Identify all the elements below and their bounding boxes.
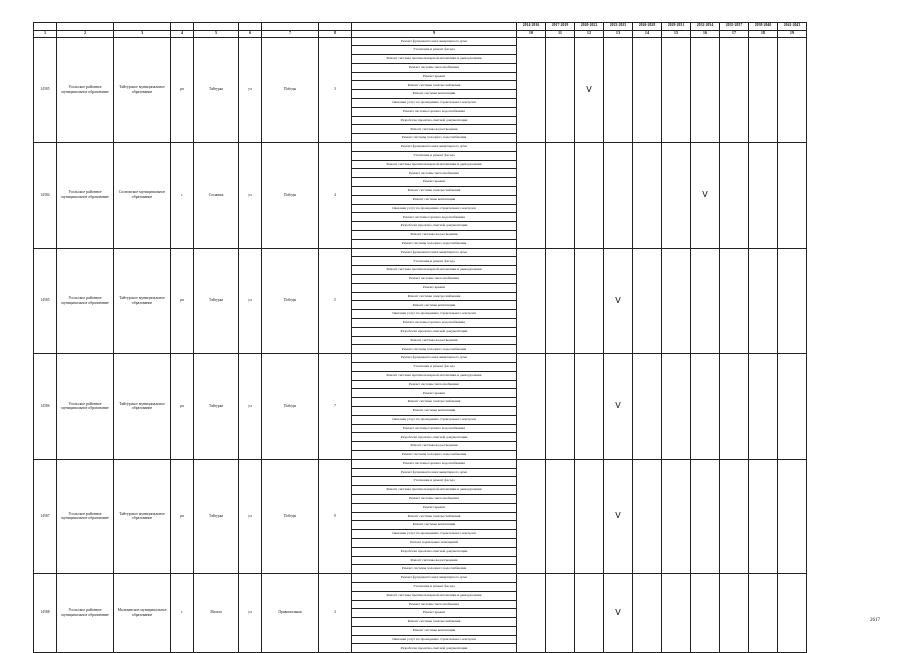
street-name: Победы [262,459,319,573]
period-header: 2023-2025 [604,23,633,31]
work-type: Ремонт системы холодного водоснабжения [352,239,517,248]
settlement-name: Тайтурское муниципальное образование [114,248,171,354]
column-number: 10 [517,30,546,37]
column-number: 12 [575,30,604,37]
work-type: Ремонт фундамента многоквартирного дома [352,574,517,583]
work-type: Ремонт системы электроснабжения [352,512,517,521]
locality-name: Тайтурка [194,354,239,460]
house-number: 3 [319,574,352,653]
period-cell [633,354,662,460]
locality-type: рп [171,37,194,143]
work-type: Ремонт системы холодного водоснабжения [352,345,517,354]
settlement-name: Мальтинское муниципальное образование [114,574,171,653]
work-type: Утепление и ремонт фасада [352,151,517,160]
capital-repair-schedule-table [33,22,807,653]
period-cell [778,459,807,573]
period-cell [633,574,662,653]
period-header: 2026-2028 [633,23,662,31]
district-name: Усольское районное муниципальное образование [57,248,114,354]
period-cell [720,37,749,143]
period-cell [662,354,691,460]
period-cell [604,143,633,249]
street-type: ул [239,574,262,653]
work-type: Ремонт системы теплоснабжения [352,169,517,178]
work-type: Ремонт крыши [352,178,517,187]
work-type: Утепление и ремонт фасада [352,362,517,371]
house-number: 9 [319,459,352,573]
street-type: ул [239,37,262,143]
period-cell [662,143,691,249]
district-name: Усольское районное муниципальное образование [57,37,114,143]
work-type: Ремонт системы горячего водоснабжения [352,107,517,116]
work-type: Ремонт крыши [352,503,517,512]
locality-name: Тайтурка [194,459,239,573]
work-type: Ремонт системы холодного водоснабжения [352,134,517,143]
work-type: Разработка проектно-сметной документации [352,433,517,442]
period-cell [517,574,546,653]
period-cell [749,354,778,460]
period-cell [691,37,720,143]
period-cell [575,248,604,354]
work-type: Ремонт системы теплоснабжения [352,600,517,609]
period-cell [546,354,575,460]
work-row [34,459,807,468]
column-number: 13 [604,30,633,37]
work-type: Ремонт крыши [352,609,517,618]
locality-type: с. [171,574,194,653]
record-id: 14586 [34,354,57,460]
blank-header-cell [57,23,114,31]
work-row [34,354,807,363]
work-type: Ремонт системы водоотведения [352,125,517,134]
settlement-name: Тайтурское муниципальное образование [114,354,171,460]
work-type: Оказание услуг по проведению строительного контроля [352,204,517,213]
work-type: Ремонт системы теплоснабжения [352,380,517,389]
work-type: Ремонт системы водоотведения [352,556,517,565]
period-cell [604,37,633,143]
period-cell [546,37,575,143]
work-type: Ремонт фундамента многоквартирного дома [352,37,517,46]
work-type: Ремонт системы электроснабжения [352,81,517,90]
work-type: Ремонт системы горячего водоснабжения [352,459,517,468]
street-type: ул [239,143,262,249]
period-mark: V [604,459,633,573]
period-cell [720,459,749,573]
period-header: 2032-2034 [691,23,720,31]
blank-header-cell [34,23,57,31]
period-mark: V [604,248,633,354]
period-cell [778,248,807,354]
column-number: 2 [57,30,114,37]
period-cell [778,574,807,653]
locality-type: рп [171,459,194,573]
period-cell [720,354,749,460]
work-type: Ремонт системы теплоснабжения [352,275,517,284]
record-id: 14587 [34,459,57,573]
period-cell [720,143,749,249]
period-cell [749,37,778,143]
page-number: 2617 [870,618,880,623]
work-type: Ремонт системы водоотведения [352,231,517,240]
blank-header-cell [352,23,517,31]
work-type: Ремонт крыши [352,283,517,292]
column-number-row [34,30,807,37]
work-type: Ремонт системы противопожарной автоматики и дымоудаления [352,266,517,275]
period-cell [633,143,662,249]
period-cell [633,459,662,573]
house-number: 3 [319,37,352,143]
work-type: Утепление и ремонт фасада [352,582,517,591]
period-mark: V [604,354,633,460]
period-header: 2014-2016 [517,23,546,31]
work-type: Ремонт системы противопожарной автоматики и дымоудаления [352,55,517,64]
period-cell [691,459,720,573]
period-cell [778,143,807,249]
blank-header-cell [194,23,239,31]
work-type: Ремонт системы противопожарной автоматики и дымоудаления [352,371,517,380]
work-type: Ремонт фундамента многоквартирного дома [352,143,517,152]
period-cell [517,459,546,573]
blank-header-cell [262,23,319,31]
settlement-name: Тайтурское муниципальное образование [114,459,171,573]
work-type: Ремонт системы вентиляции [352,406,517,415]
work-type: Оказание услуг по проведению строительного контроля [352,635,517,644]
work-type: Ремонт системы водоотведения [352,336,517,345]
period-cell [720,248,749,354]
district-name: Усольское районное муниципальное образование [57,574,114,653]
work-row [34,143,807,152]
work-row [34,248,807,257]
work-type: Разработка проектно-сметной документации [352,547,517,556]
work-type: Оказание услуг по проведению строительного контроля [352,310,517,319]
period-cell [517,248,546,354]
column-number: 15 [662,30,691,37]
work-type: Ремонт системы вентиляции [352,626,517,635]
period-cell [749,248,778,354]
period-mark: V [604,574,633,653]
column-number: 1 [34,30,57,37]
period-header-row [34,23,807,31]
work-type: Разработка проектно-сметной документации [352,222,517,231]
column-number: 16 [691,30,720,37]
street-name: Победы [262,143,319,249]
period-cell [575,354,604,460]
work-type: Ремонт системы горячего водоснабжения [352,319,517,328]
work-type: Ремонт системы электроснабжения [352,618,517,627]
work-type: Ремонт фундамента многоквартирного дома [352,468,517,477]
work-type: Утепление и ремонт фасада [352,46,517,55]
period-cell [662,574,691,653]
period-cell [517,354,546,460]
work-type: Ремонт системы холодного водоснабжения [352,565,517,574]
house-number: 4 [319,143,352,249]
work-type: Ремонт фундамента многоквартирного дома [352,248,517,257]
work-type: Разработка проектно-сметной документации [352,116,517,125]
work-type: Ремонт системы горячего водоснабжения [352,213,517,222]
column-number: 11 [546,30,575,37]
column-number: 8 [319,30,352,37]
period-header: 2020-2022 [575,23,604,31]
period-cell [633,37,662,143]
work-type: Ремонт системы электроснабжения [352,292,517,301]
period-header: 2038-2040 [749,23,778,31]
district-name: Усольское районное муниципальное образование [57,354,114,460]
locality-name: Тайтурка [194,248,239,354]
column-number: 5 [194,30,239,37]
work-type: Ремонт системы теплоснабжения [352,494,517,503]
period-cell [546,143,575,249]
work-type: Ремонт системы водоотведения [352,442,517,451]
work-type: Утепление и ремонт фасада [352,257,517,266]
street-name: Победы [262,37,319,143]
street-name: Победы [262,354,319,460]
period-cell [662,459,691,573]
district-name: Усольское районное муниципальное образование [57,459,114,573]
work-type: Ремонт системы холодного водоснабжения [352,450,517,459]
work-type: Оказание услуг по проведению строительного контроля [352,99,517,108]
period-cell [691,354,720,460]
district-name: Усольское районное муниципальное образование [57,143,114,249]
work-type: Ремонт крыши [352,389,517,398]
period-cell [575,143,604,249]
work-type: Ремонт системы противопожарной автоматики и дымоудаления [352,591,517,600]
period-cell [546,574,575,653]
period-cell [517,143,546,249]
column-number: 6 [239,30,262,37]
column-number: 9 [352,30,517,37]
locality-name: Мальта [194,574,239,653]
work-type: Ремонт крыши [352,72,517,81]
period-header: 2029-2031 [662,23,691,31]
work-type: Ремонт фундамента многоквартирного дома [352,354,517,363]
work-type: Оказание услуг по проведению строительного контроля [352,530,517,539]
locality-name: Сосновка [194,143,239,249]
period-cell [749,143,778,249]
column-number: 14 [633,30,662,37]
blank-header-cell [239,23,262,31]
blank-header-cell [114,23,171,31]
period-header: 2041-2043 [778,23,807,31]
work-type: Ремонт системы электроснабжения [352,187,517,196]
locality-name: Тайтурка [194,37,239,143]
period-cell [662,248,691,354]
work-type: Ремонт системы теплоснабжения [352,63,517,72]
work-type: Оказание услуг по проведению строительного контроля [352,415,517,424]
period-cell [575,574,604,653]
work-type: Ремонт системы электроснабжения [352,398,517,407]
record-id: 14585 [34,37,57,143]
street-type: ул [239,354,262,460]
period-cell [575,459,604,573]
column-number: 4 [171,30,194,37]
record-id: 14584 [34,143,57,249]
locality-type: с. [171,143,194,249]
period-cell [720,574,749,653]
period-header: 2017-2019 [546,23,575,31]
column-number: 7 [262,30,319,37]
period-mark: V [575,37,604,143]
work-type: Ремонт системы вентиляции [352,90,517,99]
column-number: 19 [778,30,807,37]
period-cell [749,459,778,573]
period-cell [662,37,691,143]
street-type: ул [239,248,262,354]
column-number: 3 [114,30,171,37]
blank-header-cell [171,23,194,31]
period-cell [691,574,720,653]
record-id: 14588 [34,574,57,653]
locality-type: рп [171,354,194,460]
work-type: Разработка проектно-сметной документации [352,327,517,336]
period-cell [546,248,575,354]
settlement-name: Сосновское муниципальное образование [114,143,171,249]
period-cell [778,354,807,460]
record-id: 14585 [34,248,57,354]
column-number: 18 [749,30,778,37]
period-cell [778,37,807,143]
locality-type: рп [171,248,194,354]
street-type: ул [239,459,262,573]
work-row [34,37,807,46]
work-type: Ремонт подвальных помещений [352,538,517,547]
period-cell [633,248,662,354]
period-cell [546,459,575,573]
work-type: Утепление и ремонт фасада [352,477,517,486]
work-type: Разработка проектно-сметной документации [352,644,517,653]
period-cell [517,37,546,143]
column-number: 17 [720,30,749,37]
street-name: Привокзальная [262,574,319,653]
work-type: Ремонт системы вентиляции [352,301,517,310]
period-cell [749,574,778,653]
work-type: Ремонт системы противопожарной автоматики и дымоудаления [352,160,517,169]
work-type: Ремонт системы вентиляции [352,195,517,204]
work-type: Ремонт системы вентиляции [352,521,517,530]
period-mark: V [691,143,720,249]
house-number: 7 [319,354,352,460]
work-row [34,574,807,583]
work-type: Ремонт системы горячего водоснабжения [352,424,517,433]
settlement-name: Тайтурское муниципальное образование [114,37,171,143]
work-type: Ремонт системы противопожарной автоматики и дымоудаления [352,486,517,495]
blank-header-cell [319,23,352,31]
street-name: Победы [262,248,319,354]
house-number: 5 [319,248,352,354]
period-cell [691,248,720,354]
period-header: 2035-2037 [720,23,749,31]
